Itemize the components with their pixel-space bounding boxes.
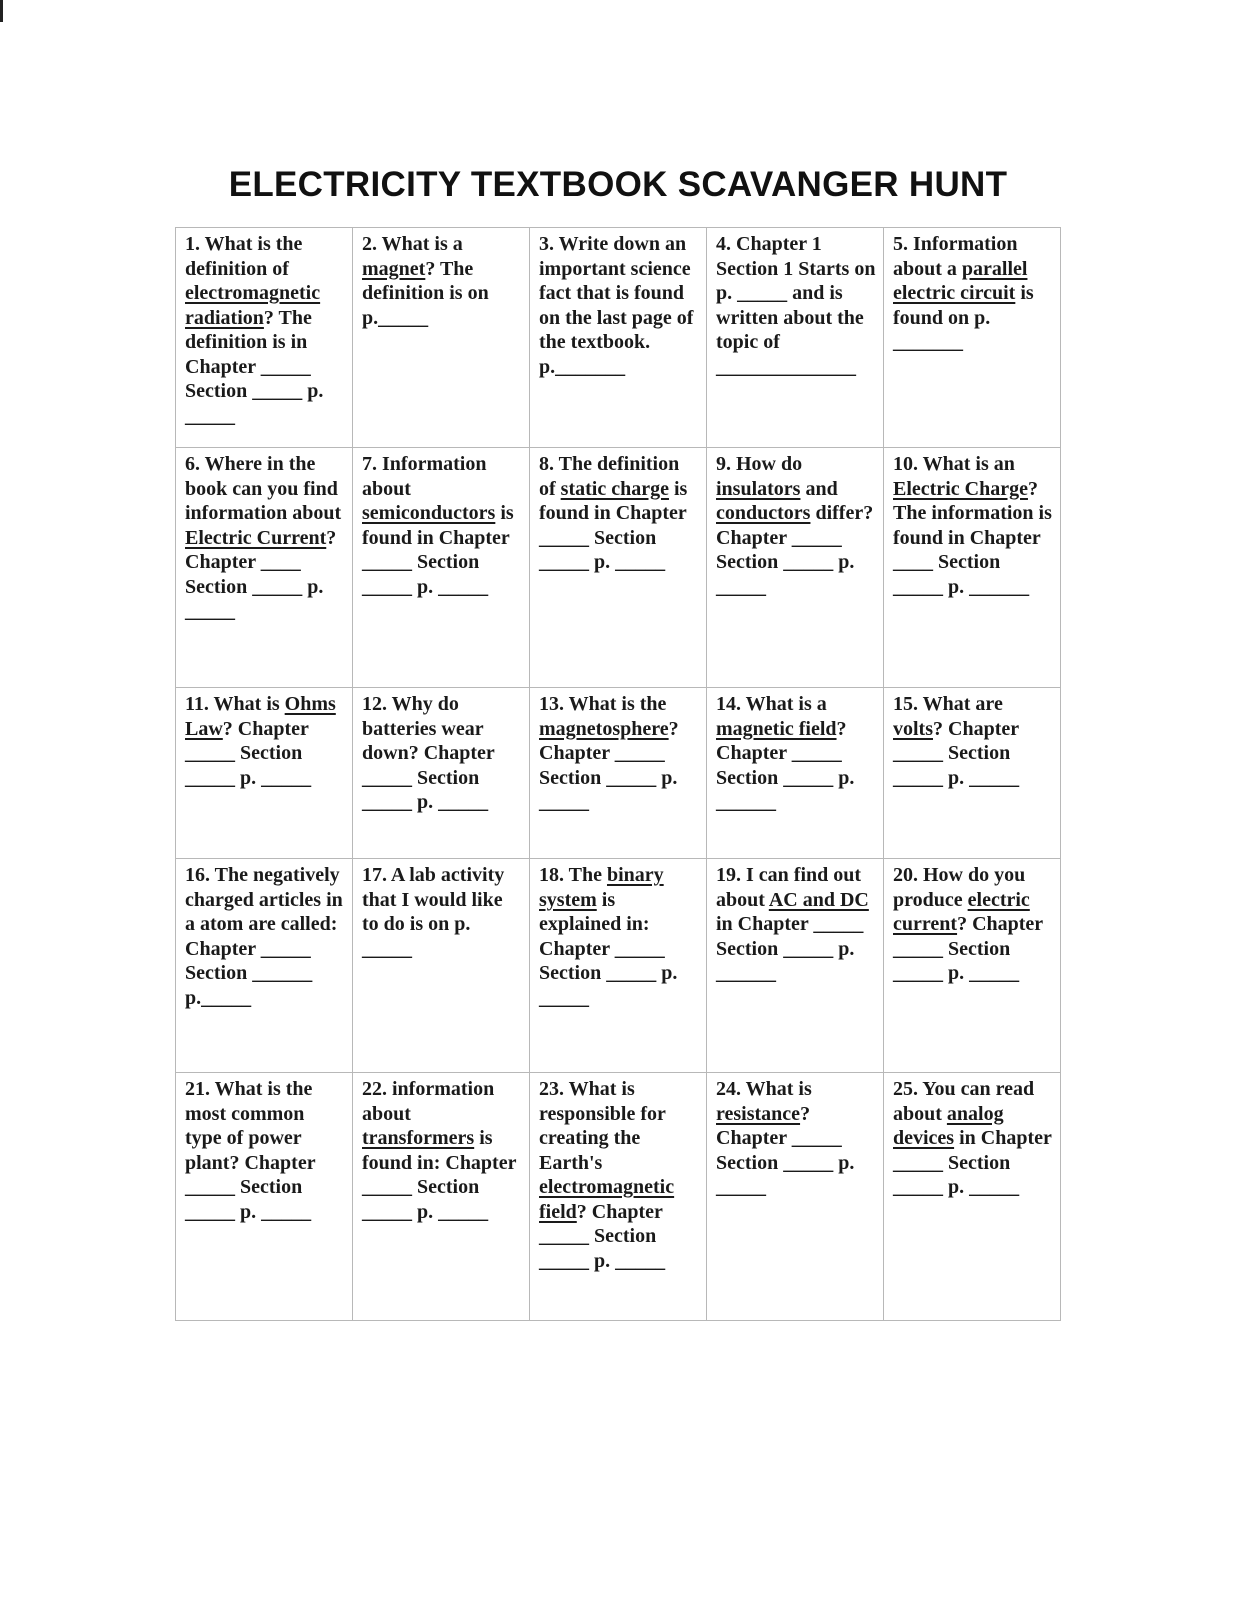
question-text: ? The definition is in Chapter _____ Section _____ p. _____ bbox=[185, 306, 324, 427]
question-text: ? Chapter _____ Section _____ p. _____ bbox=[539, 1200, 666, 1272]
scan-corner-mark bbox=[0, 0, 3, 22]
grid-row bbox=[176, 228, 1061, 448]
question-text: 25. You can read about bbox=[893, 1078, 1035, 1125]
question-text: 19. I can find out about bbox=[716, 864, 862, 911]
key-term: insulators bbox=[716, 477, 801, 500]
question-text: 8. The definition of bbox=[539, 453, 680, 500]
question-text: in Chapter _____ Section _____ p. _____ bbox=[893, 1127, 1052, 1198]
key-term: electric current bbox=[893, 888, 1030, 935]
grid-row bbox=[176, 448, 1061, 688]
question-text: 6. Where in the book can you find information about bbox=[185, 453, 342, 524]
question-text: is found in: Chapter _____ Section _____ p. _____ bbox=[362, 1127, 517, 1223]
key-term: static charge bbox=[560, 477, 669, 500]
question-text: 13. What is the bbox=[539, 693, 667, 715]
question-cell-20 bbox=[884, 859, 1061, 1073]
question-text: 7. Information about bbox=[362, 453, 487, 500]
question-text: 4. Chapter 1 Section 1 Starts on p. _____ and is written about the topic of ______________ bbox=[716, 233, 876, 378]
question-text: and bbox=[800, 477, 838, 500]
question-text: ? Chapter _____ Section _____ p. _____ bbox=[893, 913, 1043, 984]
grid-row bbox=[176, 1073, 1061, 1321]
question-cell-2 bbox=[353, 228, 530, 448]
key-term: AC and DC bbox=[768, 888, 869, 911]
grid-body bbox=[176, 228, 1061, 1321]
question-cell-17 bbox=[353, 859, 530, 1073]
question-cell-22 bbox=[353, 1073, 530, 1321]
question-cell-10 bbox=[884, 448, 1061, 688]
question-cell-24 bbox=[707, 1073, 884, 1321]
key-term: volts bbox=[893, 717, 933, 740]
key-term: resistance bbox=[716, 1102, 801, 1125]
question-text: ? Chapter _____ Section _____ p. _____ bbox=[539, 717, 679, 813]
grid-row bbox=[176, 859, 1061, 1073]
question-text: ? Chapter _____ Section _____ p. ______ bbox=[716, 717, 855, 813]
question-text: 2. What is a bbox=[362, 233, 463, 255]
question-text: 11. What is bbox=[185, 693, 285, 715]
question-text: 12. Why do batteries wear down? Chapter _____ Section _____ p. _____ bbox=[362, 693, 495, 813]
key-term: magnetosphere bbox=[539, 717, 669, 740]
key-term: parallel electric circuit bbox=[893, 257, 1028, 304]
question-text: ? Chapter _____ Section _____ p. _____ bbox=[185, 717, 312, 789]
scavenger-hunt-grid bbox=[175, 227, 1061, 1321]
key-term: transformers bbox=[362, 1127, 475, 1149]
question-cell-8 bbox=[530, 448, 707, 688]
question-text: 15. What are bbox=[893, 693, 1003, 715]
question-text: is explained in: Chapter _____ Section _____ p. _____ bbox=[539, 888, 678, 1009]
key-term: conductors bbox=[716, 502, 811, 524]
key-term: Electric Current bbox=[185, 526, 327, 549]
question-text: ? The definition is on p._____ bbox=[362, 257, 489, 329]
key-term: magnetic field bbox=[716, 717, 837, 740]
key-term: Ohms Law bbox=[185, 693, 336, 740]
question-cell-11 bbox=[176, 688, 353, 859]
question-text: 14. What is a bbox=[716, 693, 827, 715]
question-cell-6 bbox=[176, 448, 353, 688]
question-cell-1 bbox=[176, 228, 353, 448]
page-title: ELECTRICITY TEXTBOOK SCAVANGER HUNT bbox=[228, 165, 1008, 205]
question-cell-7 bbox=[353, 448, 530, 688]
key-term: Electric Charge bbox=[893, 477, 1028, 500]
question-cell-21 bbox=[176, 1073, 353, 1321]
key-term: electromagnetic field bbox=[539, 1176, 675, 1223]
question-text: 16. The negatively charged articles in a atom are called: Chapter _____ Section ______ p._____ bbox=[185, 864, 343, 1009]
question-text: 20. How do you produce bbox=[893, 864, 1026, 911]
grid-row bbox=[176, 688, 1061, 859]
question-cell-18 bbox=[530, 859, 707, 1073]
key-term: semiconductors bbox=[362, 502, 496, 524]
question-text: is found in Chapter _____ Section _____ p. _____ bbox=[362, 502, 514, 598]
question-text: 22. information about bbox=[362, 1078, 495, 1125]
question-cell-25 bbox=[884, 1073, 1061, 1321]
question-cell-5 bbox=[884, 228, 1061, 448]
question-text: 3. Write down an important science fact that is found on the last page of the textbook. p._______ bbox=[539, 233, 694, 378]
question-text: ? The information is found in Chapter ____ Section _____ p. ______ bbox=[893, 477, 1052, 598]
question-text: ? Chapter _____ Section _____ p. _____ bbox=[893, 717, 1020, 789]
question-text: 23. What is responsible for creating the Earth's bbox=[539, 1078, 666, 1174]
question-text: 24. What is bbox=[716, 1078, 812, 1100]
question-text: in Chapter _____ Section _____ p. ______ bbox=[716, 913, 864, 984]
question-text: 9. How do bbox=[716, 453, 803, 475]
key-term: magnet bbox=[362, 257, 426, 280]
question-text: differ? Chapter _____ Section _____ p. _____ bbox=[716, 502, 874, 598]
question-cell-23 bbox=[530, 1073, 707, 1321]
key-term: electromagnetic radiation bbox=[185, 282, 321, 329]
question-cell-13 bbox=[530, 688, 707, 859]
question-cell-14 bbox=[707, 688, 884, 859]
question-text: 1. What is the definition of bbox=[185, 233, 303, 280]
question-text: is found on p. _______ bbox=[893, 282, 1034, 353]
question-text: 21. What is the most common type of power plant? Chapter _____ Section _____ p. _____ bbox=[185, 1078, 316, 1223]
question-text: ? Chapter ____ Section _____ p. _____ bbox=[185, 526, 337, 622]
key-term: analog devices bbox=[893, 1102, 1004, 1149]
question-cell-3 bbox=[530, 228, 707, 448]
question-text: 17. A lab activity that I would like to do is on p. _____ bbox=[362, 864, 505, 960]
question-text: ? Chapter _____ Section _____ p. _____ bbox=[716, 1102, 855, 1198]
key-term: binary system bbox=[539, 864, 664, 911]
question-cell-9 bbox=[707, 448, 884, 688]
question-cell-12 bbox=[353, 688, 530, 859]
question-text: 18. The bbox=[539, 864, 607, 886]
question-text: 5. Information about a bbox=[893, 233, 1018, 280]
question-cell-15 bbox=[884, 688, 1061, 859]
question-cell-19 bbox=[707, 859, 884, 1073]
question-text: is found in Chapter _____ Section _____ p. _____ bbox=[539, 477, 688, 573]
question-cell-16 bbox=[176, 859, 353, 1073]
question-text: 10. What is an bbox=[893, 453, 1015, 475]
question-cell-4 bbox=[707, 228, 884, 448]
